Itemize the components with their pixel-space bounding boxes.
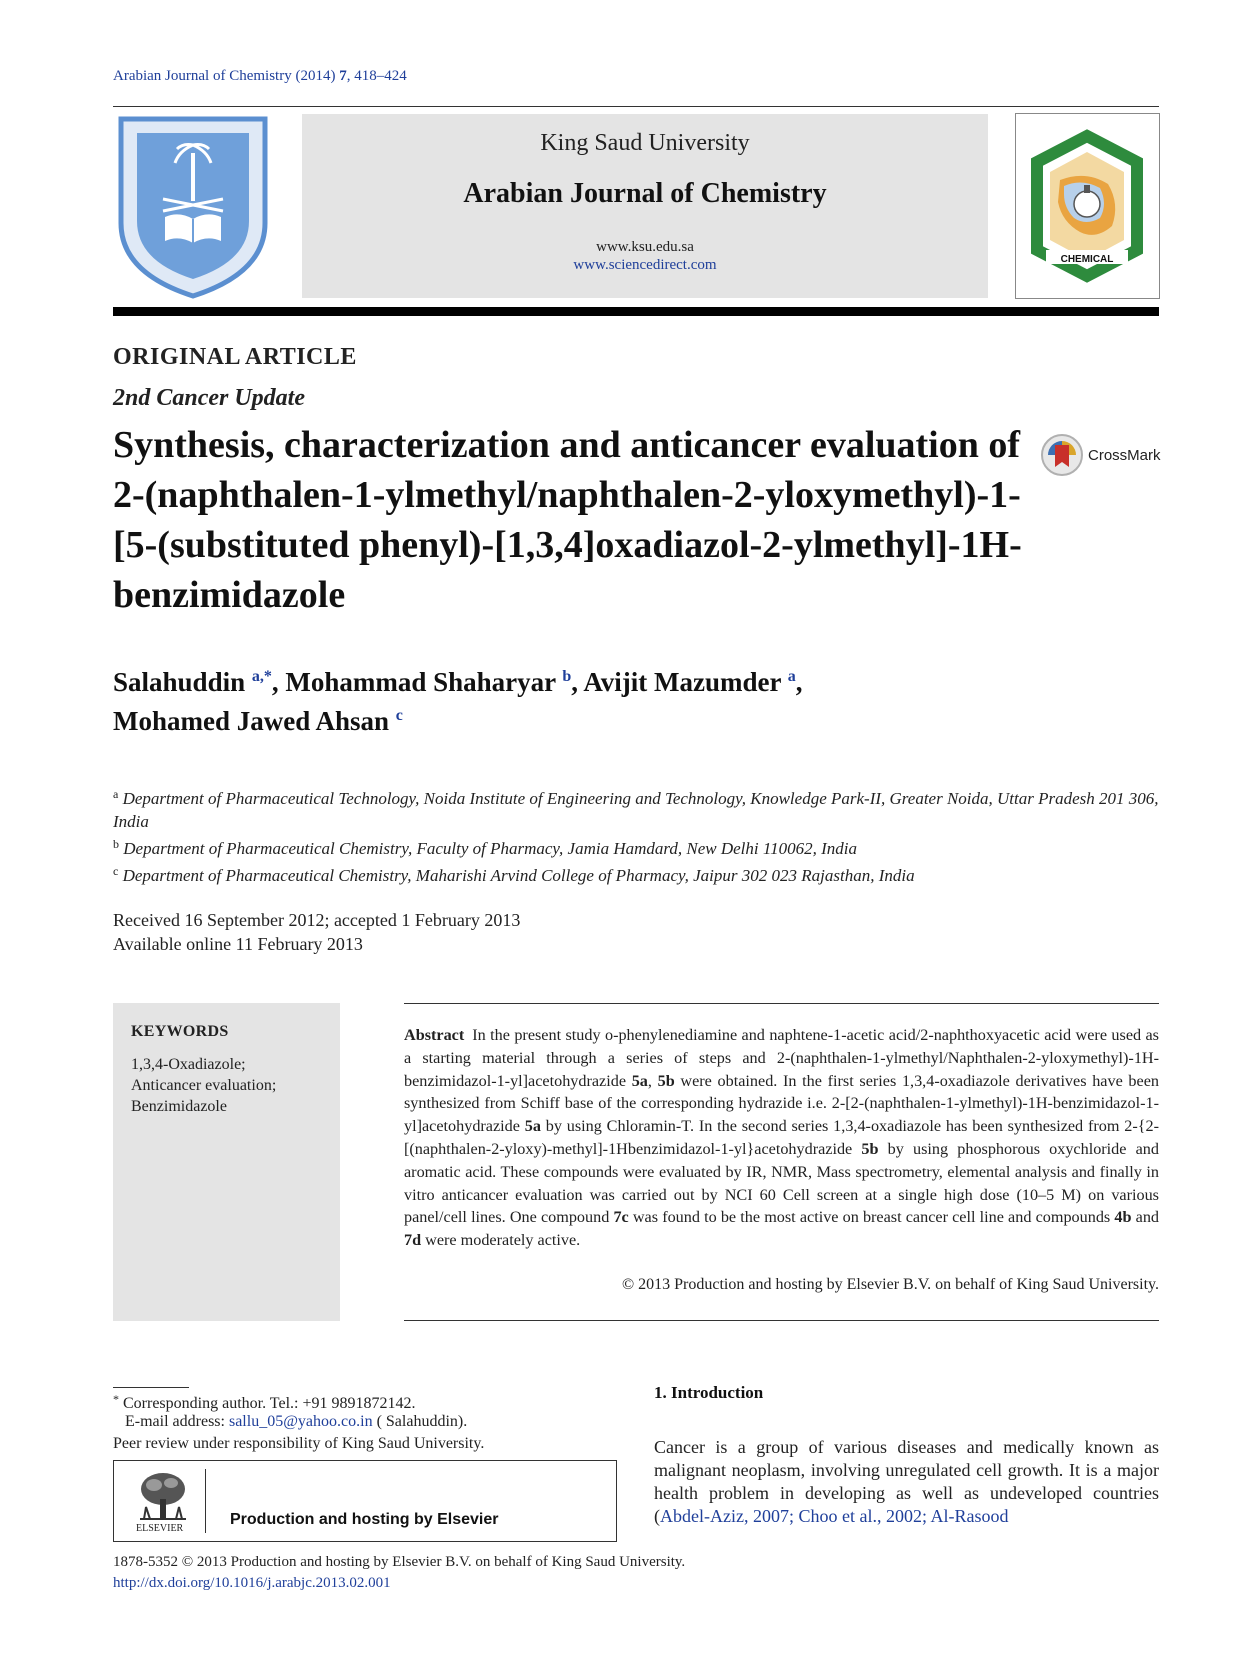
- keywords-box: [113, 1003, 340, 1321]
- crossmark-icon: [1040, 433, 1084, 477]
- author-separator: ,: [271, 667, 286, 697]
- elsevier-divider: [205, 1469, 206, 1533]
- email-suffix: ( Salahuddin).: [372, 1413, 468, 1430]
- author: [113, 706, 403, 736]
- author-affiliation-mark[interactable]: a: [787, 668, 796, 685]
- affiliation-text: Department of Pharmaceutical Technology, Noida Institute of Engineering and Technology, Knowledge Park-II, Greater Noida, Uttar Pradesh 201 306, India: [113, 789, 1159, 831]
- journal-masthead: [302, 114, 988, 298]
- abstract-text: were obtained. In the first series 1,3,4-oxadiazole derivatives have been synthesized from Schiff base of the corresponding hydrazide i.e. 2-[2-(naphthalen-1-ylmethyl)-1H-benzimidazol-1-yl]acetohydrazide: [404, 1071, 1159, 1136]
- university-name: King Saud University: [540, 130, 750, 156]
- journal-name: Arabian Journal of Chemistry: [463, 178, 827, 209]
- elsevier-production: Production and hosting by Elsevier: [230, 1511, 499, 1528]
- corresponding-author-note: [113, 1392, 415, 1413]
- affiliations: [113, 783, 1159, 887]
- elsevier-wordmark: ELSEVIER: [136, 1523, 184, 1534]
- compound-label: 4b: [1114, 1208, 1132, 1227]
- compound-label: 7c: [613, 1208, 629, 1227]
- abstract-rule-bottom: [404, 1320, 1159, 1321]
- compound-label: 5b: [861, 1139, 879, 1158]
- author-name: Mohammad Shaharyar: [285, 667, 556, 697]
- footnote-rule: [113, 1387, 189, 1388]
- author-list: [113, 660, 1113, 738]
- author: [113, 667, 285, 697]
- abstract-text: In the present study o-phenylenediamine and naphtene-1-acetic acid/2-naphthoxyacetic acid were used as a starting material through a series of steps and 2-(naphthalen-1-ylmethyl/Naphthalen-2-yloxymethyl)-1H-benzimidazol-1-yl]acetohydrazide: [404, 1026, 1159, 1090]
- article-dates: [113, 908, 520, 956]
- svg-text:CHEMICAL: CHEMICAL: [1060, 254, 1114, 265]
- abstract-text: by using Chloramin-T. In the second series 1,3,4-oxadiazole has been synthesized from 2-{2-[(naphthalen-2-yloxy)-methyl]-1Hbenzimidazol-1-yl}acetohydrazide: [404, 1117, 1159, 1158]
- affiliation-mark: c: [113, 864, 119, 878]
- introduction-heading: 1. Introduction: [654, 1383, 764, 1402]
- abstract-text: ,: [647, 1071, 658, 1090]
- abstract-rule-top: [404, 1003, 1159, 1004]
- doi-link[interactable]: http://dx.doi.org/10.1016/j.arabjc.2013.02.001: [113, 1575, 391, 1591]
- author-name: Mohamed Jawed Ahsan: [113, 706, 390, 736]
- header-rule: [113, 106, 1159, 107]
- running-header-journal: Arabian Journal of Chemistry (2014): [113, 68, 336, 84]
- author-affiliation-mark[interactable]: b: [562, 668, 572, 685]
- sciencedirect-url[interactable]: www.sciencedirect.com: [573, 257, 717, 273]
- introduction-text: [654, 1436, 1159, 1528]
- abstract-text: by using phosphorous oxychloride and aromatic acid. These compounds were evaluated by IR, NMR, Mass spectrometry, elemental analysis and finally in vitro anticancer evaluation was carried out by NCI 60 Cell screen at a single high dose (10–5 M) on various panel/cell lines. One compound: [404, 1139, 1159, 1227]
- abstract-label: Abstract: [404, 1026, 465, 1044]
- masthead-rule: [113, 307, 1159, 316]
- article-type: ORIGINAL ARTICLE: [113, 344, 357, 370]
- footnote-star: *: [113, 1392, 119, 1406]
- running-header-pages: , 418–424: [346, 68, 407, 84]
- corresponding-text: Corresponding author. Tel.: +91 9891872142.: [123, 1395, 416, 1412]
- compound-label: 7d: [404, 1231, 422, 1250]
- society-logo: [1015, 113, 1160, 299]
- abstract: [404, 1024, 1159, 1252]
- ksu-url[interactable]: www.ksu.edu.sa: [596, 239, 694, 255]
- author-affiliation-mark[interactable]: a,*: [251, 668, 272, 685]
- email-link[interactable]: sallu_05@yahoo.co.in: [228, 1413, 373, 1430]
- keyword-item: Anticancer evaluation;: [131, 1077, 277, 1094]
- keywords-list: [131, 1054, 276, 1117]
- email-label: E-mail address:: [125, 1413, 229, 1430]
- author: [583, 667, 802, 697]
- affiliation: [113, 860, 1159, 887]
- affiliation: [113, 783, 1159, 833]
- affiliation-mark: b: [113, 837, 119, 851]
- online-date: Available online 11 February 2013: [113, 934, 363, 954]
- abstract-body: [404, 1026, 1159, 1249]
- author-affiliation-mark[interactable]: c: [395, 707, 403, 724]
- elsevier-box: [113, 1460, 617, 1542]
- affiliation: [113, 833, 1159, 860]
- running-header-volume: 7: [339, 68, 347, 84]
- elsevier-tree-icon: [136, 1469, 190, 1523]
- introduction-body: Cancer is a group of various diseases and medically known as malignant neoplasm, involving unregulated cell growth. It is a major health problem in developing as well as undeveloped countries (: [654, 1437, 1159, 1526]
- affiliation-text: Department of Pharmaceutical Chemistry, Faculty of Pharmacy, Jamia Hamdard, New Delhi 110062, India: [123, 839, 857, 858]
- author-separator: ,: [571, 667, 584, 697]
- affiliation-mark: a: [113, 787, 119, 801]
- received-date: Received 16 September 2012; accepted 1 February 2013: [113, 910, 521, 930]
- article-section: 2nd Cancer Update: [113, 385, 305, 411]
- abstract-text: was found to be the most active on breast cancer cell line and compounds: [628, 1208, 1115, 1227]
- keyword-item: Benzimidazole: [131, 1098, 227, 1115]
- abstract-copyright: © 2013 Production and hosting by Elsevier B.V. on behalf of King Saud University.: [622, 1276, 1159, 1293]
- author-name: Salahuddin: [113, 667, 246, 697]
- author: [285, 667, 583, 697]
- compound-label: 5a: [524, 1117, 541, 1136]
- author-name: Avijit Mazumder: [583, 667, 782, 697]
- introduction-references[interactable]: Abdel-Aziz, 2007; Choo et al., 2002; Al-Rasood: [660, 1506, 1009, 1526]
- email-note: [125, 1413, 467, 1431]
- footer-issn: 1878-5352 © 2013 Production and hosting by Elsevier B.V. on behalf of King Saud University.: [113, 1554, 686, 1570]
- running-header[interactable]: [113, 68, 407, 85]
- keywords-title: KEYWORDS: [131, 1023, 229, 1040]
- affiliation-text: Department of Pharmaceutical Chemistry, Maharishi Arvind College of Pharmacy, Jaipur 302 023 Rajasthan, India: [122, 866, 915, 885]
- crossmark-badge[interactable]: [1040, 433, 1166, 477]
- article-title: Synthesis, characterization and anticancer evaluation of 2-(naphthalen-1-ylmethyl/naphthalen-2-yloxymethyl)-1-[5-(substituted phenyl)-[1,3,4]oxadiazol-2-ylmethyl]-1H-benzimidazole: [113, 424, 1022, 616]
- peer-review-note: Peer review under responsibility of King Saud University.: [113, 1435, 485, 1452]
- crossmark-label: CrossMark: [1088, 447, 1161, 464]
- abstract-text: were moderately active.: [421, 1231, 581, 1250]
- ksu-logo: [113, 113, 273, 300]
- keyword-item: 1,3,4-Oxadiazole;: [131, 1056, 246, 1073]
- compound-label: 5b: [657, 1071, 675, 1090]
- abstract-text: and: [1131, 1208, 1160, 1227]
- compound-label: 5a: [631, 1071, 648, 1090]
- author-separator: ,: [795, 667, 803, 697]
